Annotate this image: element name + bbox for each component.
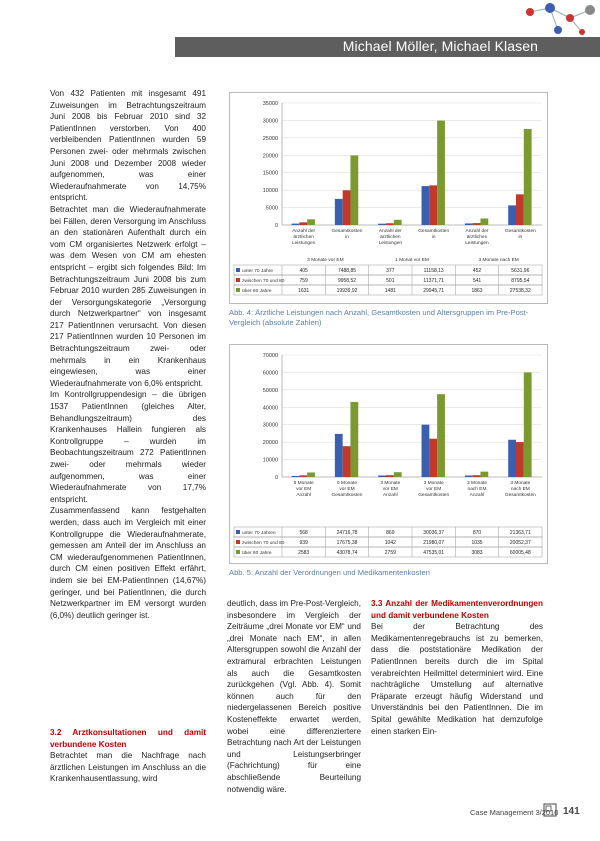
table-cell: 21980,07 — [423, 540, 445, 546]
bar — [350, 402, 358, 477]
section-heading-3-3: 3.3 Anzahl der Medikamentenverordnungen und damit verbundene Kosten — [371, 599, 543, 620]
x-tick-label: vor EM — [426, 487, 442, 492]
x-tick-label: vor EM — [339, 487, 355, 492]
legend-swatch — [236, 278, 240, 282]
legend-label: über 80 Jahre — [242, 289, 272, 294]
table-cell: 43078,74 — [336, 550, 358, 556]
bar — [299, 475, 307, 477]
table-cell: 501 — [386, 278, 395, 284]
bar — [292, 224, 300, 225]
table-cell: 8795,54 — [511, 278, 530, 284]
bar — [350, 155, 358, 225]
table-cell: 19939,92 — [336, 288, 358, 294]
x-tick-label: 6 Monate — [336, 481, 358, 486]
table-cell: 21363,71 — [509, 530, 531, 536]
table-cell: 20052,37 — [509, 540, 531, 546]
left-column-bottom — [50, 727, 206, 785]
paragraph-1: Von 432 Patienten mit insgesamt 491 Zuweisungen im Betrachtungszeitraum Juni 2008 bis Februar 2010 sind 32 PatientInnen verstorben. Von 400 verbleibenden PatientInnen wurden 59 Personen zwei- oder mehrmals zwischen Juni 2008 und Dezember 2008 wieder aufgenommen, was einer Wiederaufnahmerate von 14,75% entspricht. — [50, 89, 206, 203]
table-cell: 759 — [299, 278, 308, 284]
section-3-2-text: Betrachtet man die Nachfrage nach ärztlichen Leistungen im Anschluss an die Krankenhausentlassung, wird — [50, 751, 206, 784]
bar — [473, 475, 481, 477]
bar — [394, 220, 402, 225]
bar — [307, 472, 315, 477]
x-tick-label: 3 Monate — [510, 481, 531, 486]
x-tick-label: ärztlichen — [293, 235, 314, 240]
x-tick-label: ärztlichen — [380, 235, 401, 240]
y-tick-label: 30000 — [262, 422, 278, 429]
y-tick-label: 10000 — [262, 188, 278, 195]
page-number: 141 — [563, 806, 580, 817]
bar — [465, 223, 473, 225]
x-tick-label: Anzahl — [382, 493, 398, 498]
x-tick-label: 3 Monate — [466, 481, 488, 486]
x-tick-label: Anzahl — [296, 493, 312, 498]
legend-swatch — [236, 540, 240, 544]
bar — [422, 186, 430, 225]
table-cell: 1481 — [384, 288, 396, 294]
y-tick-label: 5000 — [265, 205, 278, 212]
x-tick-label: Anzahl der — [292, 229, 316, 234]
table-cell: 24716,78 — [336, 530, 358, 536]
bar — [378, 475, 386, 477]
bar — [299, 222, 307, 225]
header-authors: Michael Möller, Michael Klasen — [342, 38, 538, 54]
x-tick-label: Gesamtkosten — [418, 493, 450, 498]
figure-4-caption: Abb. 4: Ärztliche Leistungen nach Anzahl, Gesamtkosten und Altersgruppen im Pre-Post-Vergleich (absolute Zahlen) — [229, 308, 529, 327]
page-icon — [543, 803, 557, 817]
x-tick-label: ärztlichen — [466, 235, 488, 240]
table-cell: 377 — [386, 268, 395, 274]
bar — [386, 475, 394, 477]
x-tick-label: Anzahl der — [465, 229, 489, 234]
legend-label: unter 70 Jahre — [242, 269, 273, 274]
bar — [292, 476, 300, 477]
table-cell: 47535,01 — [423, 550, 445, 556]
table-cell: 17675,38 — [336, 540, 358, 546]
legend-swatch — [236, 268, 240, 272]
table-cell: 2583 — [298, 550, 310, 556]
group-label: 3 Monate vor EM — [307, 258, 344, 263]
bar — [343, 446, 351, 477]
x-tick-label: Gesamtkosten — [331, 229, 363, 234]
group-label: 1 Monat vor EM — [395, 258, 429, 263]
bar — [473, 223, 481, 225]
table-cell: 1035 — [471, 540, 483, 546]
table-cell: 11371,71 — [423, 278, 444, 284]
bar — [437, 394, 445, 477]
table-cell: 7488,85 — [337, 268, 357, 274]
table-cell: 30036,37 — [423, 530, 445, 536]
section-heading-3-2: 3.2 Arztkonsultationen und damit verbundene Kosten — [50, 728, 206, 749]
bar — [307, 219, 315, 225]
figure-5-chart — [230, 345, 547, 563]
y-tick-label: 70000 — [262, 353, 278, 359]
figure-5-caption: Abb. 5: Anzahl der Verordnungen und Medikamentenkosten — [229, 568, 430, 577]
table-cell: 405 — [299, 268, 308, 274]
x-tick-label: vor EM — [382, 487, 398, 492]
middle-column — [227, 598, 361, 795]
figure-4-frame — [229, 92, 548, 304]
legend-label: zwischen 70 und 80 — [242, 279, 285, 284]
table-cell: 29945,71 — [423, 288, 445, 294]
table-cell: 870 — [472, 530, 482, 536]
footer-journal: Case Management 3/2010 — [470, 808, 559, 817]
table-cell: 1042 — [384, 540, 396, 546]
paragraph-2: Betrachtet man die Wiederaufnahmerate bei Fällen, deren Versorgung im Anschluss an den stationären Aufenthalt durch ein vom CM organisiertes Netzwerk erfolgt – was dem Wesen von CM am ehesten entspricht – ergibt sich folgendes Bild: Im Betrachtungszeitraum Juni 2008 bis zum Februar 2010 wurden 285 Zuweisungen in der Versorgungskategorie „Versorgung durch Netzwerkpartner“ von insgesamt 217 PatientInnen verursacht. Von diesen 217 PatientInnen wurden 10 Personen im Betrachtungszeitraum zwei- oder mehrmals in ein Krankenhaus eingewiesen, was einer Wiederaufnahmerate von 6,0% entspricht. — [50, 204, 206, 388]
bar — [386, 223, 394, 225]
y-tick-label: 25000 — [262, 135, 278, 142]
table-cell: 541 — [472, 278, 482, 284]
x-tick-label: nach EM — [510, 487, 530, 492]
x-tick-label: 3 Monate — [423, 481, 444, 486]
group-label: 3 Monate nach EM — [478, 258, 519, 263]
legend-swatch — [236, 550, 240, 554]
x-tick-label: Gesamtkosten — [504, 493, 536, 498]
bar — [343, 190, 351, 225]
table-cell: 869 — [386, 530, 395, 536]
y-tick-label: 30000 — [262, 118, 278, 125]
left-column — [50, 88, 206, 621]
table-cell: 27538,32 — [509, 288, 531, 294]
table-cell: 9958,52 — [337, 278, 357, 284]
x-tick-label: vor EM — [296, 487, 312, 492]
x-tick-label: 3 Monate — [380, 481, 401, 486]
table-cell: 1863 — [471, 288, 483, 294]
molecule-logo — [520, 0, 600, 60]
legend-label: zwischen 70 und 80 — [242, 541, 285, 546]
bar — [394, 472, 402, 477]
y-tick-label: 20000 — [262, 440, 278, 447]
bar — [524, 372, 532, 477]
y-tick-label: 0 — [274, 475, 278, 481]
table-cell: 2759 — [384, 550, 396, 556]
middle-text: deutlich, dass im Pre-Post-Vergleich, insbesondere im Vergleich der Zeiträume „drei Monate vor EM“ und „drei Monate nach EM“, in allen Altersgruppen sowohl die Anzahl der extramural erbrachten Leistungen als auch die Gesamtkosten zurückgehen (Vgl. Abb. 4). Somit können auch für den niedergelassenen Bereich positive Kosteneffekte erwartet werden, wobei eine differenziertere Betrachtung nach Art der Leistungen und Leistungserbringer (Fachrichtung) für eine abschließende Beurteilung notwendig wäre. — [227, 599, 361, 794]
table-cell: 939 — [299, 540, 308, 546]
bar — [335, 434, 343, 477]
legend-swatch — [236, 288, 240, 292]
x-tick-label: Anzahl — [469, 493, 485, 498]
table-cell: 60005,48 — [509, 550, 531, 556]
bar — [335, 199, 343, 225]
x-tick-label: in — [431, 235, 436, 240]
y-tick-label: 15000 — [262, 170, 278, 177]
x-tick-label: Leistungen — [378, 241, 403, 246]
paragraph-3: Im Kontrollgruppendesign – die übrigen 1537 PatientInnen (gleiches Alter, Behandlungszeitraum) des Krankenhauses Hallein fungieren als Kontrollgruppe – wurden im Beobachtungszeitraum 272 PatientInnen zwei- oder mehrmals wieder aufgenommen, was einer Wiederaufnahmerate von 17,7% entspricht. — [50, 390, 206, 504]
bar — [378, 224, 386, 225]
y-tick-label: 40000 — [262, 405, 278, 412]
x-tick-label: Gesamtkosten — [418, 229, 450, 234]
x-tick-label: in — [518, 235, 523, 240]
bar — [508, 440, 516, 477]
table-cell: 5631,96 — [511, 268, 530, 274]
legend-label: über 80 Jahre — [242, 551, 272, 556]
y-tick-label: 35000 — [262, 101, 278, 107]
figure-4-chart — [230, 93, 547, 303]
bar — [437, 121, 445, 225]
x-tick-label: nach EM — [467, 487, 487, 492]
table-cell: 1631 — [298, 288, 310, 294]
x-tick-label: Leistungen — [465, 241, 489, 246]
y-tick-label: 0 — [274, 223, 278, 229]
bar — [508, 205, 516, 225]
bar — [422, 425, 430, 477]
x-tick-label: 6 Monate — [293, 481, 314, 486]
bar — [429, 185, 437, 225]
x-tick-label: in — [345, 235, 349, 240]
legend-label: unter 70 Jahren — [242, 531, 276, 536]
bar — [480, 219, 488, 225]
figure-5-frame — [229, 344, 548, 564]
x-tick-label: Leistungen — [291, 241, 316, 246]
bar — [516, 442, 524, 477]
y-tick-label: 60000 — [262, 370, 278, 377]
y-tick-label: 50000 — [262, 387, 278, 394]
right-text: Bei der Betrachtung des Medikamentenregebrauchs ist zu bemerken, dass die poststationäre Medikation der PatientInnen bereits durch die im Spital verabreichten Heilmittel determiniert wird. Eine nachträgliche Umstellung auf alternative Präparate erzeugt häufig Widerstand und Unverständnis bei den PatientInnen. Die im Spital gewählte Medikation hat demzufolge einen starken Ein- — [371, 622, 543, 736]
x-tick-label: Gesamtkosten — [504, 229, 536, 234]
table-cell: 3083 — [471, 550, 483, 556]
paragraph-4: Zusammenfassend kann festgehalten werden, dass auch im Vergleich mit einer Kontrollgruppe die Wiederaufnahmerate, gemessen am Anteil der im Anschluss an CM wiederaufgenommenen PatientInnen, durch CM einen positiven Effekt erfährt, indem sie bei EM-PatientInnen (14,67%) geringer, und bei PatientInnen, die durch Netzwerkpartner im EM versorgt wurden (6,0%) deutlich geringer ist. — [50, 506, 206, 620]
table-cell: 452 — [472, 268, 482, 274]
y-tick-label: 10000 — [262, 457, 278, 464]
y-tick-label: 20000 — [262, 153, 278, 160]
right-column — [371, 598, 543, 737]
bar — [480, 472, 488, 477]
bar — [429, 439, 437, 477]
table-cell: 11158,13 — [423, 268, 444, 274]
legend-swatch — [236, 530, 240, 534]
bar — [516, 194, 524, 225]
bar — [465, 475, 473, 477]
table-cell: 568 — [299, 530, 308, 536]
x-tick-label: Anzahl der — [378, 229, 402, 234]
bar — [524, 129, 532, 225]
x-tick-label: Gesamtkosten — [331, 493, 363, 498]
